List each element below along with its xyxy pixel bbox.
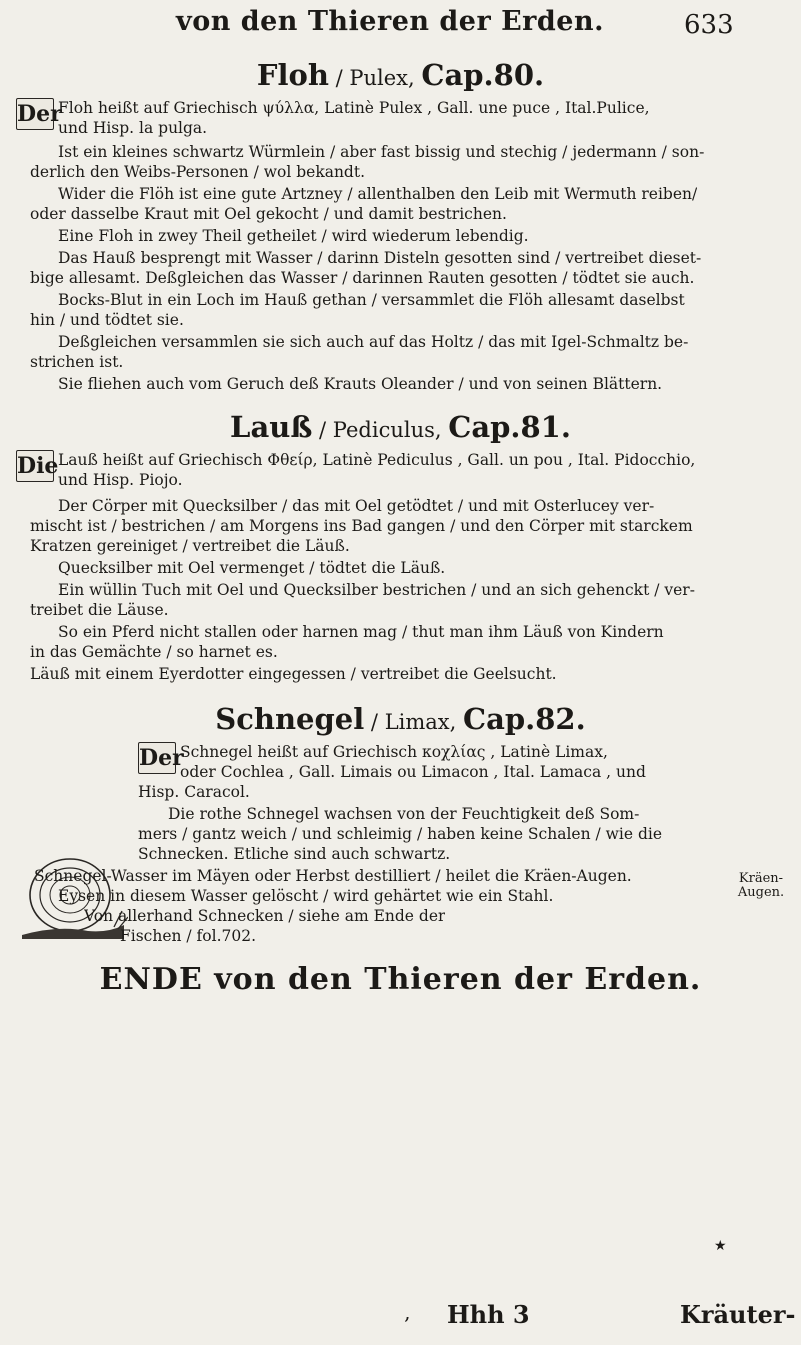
- text-line: mischt ist / bestrichen / am Morgens ins Bad gangen / und den Cörper mit starckem: [30, 517, 693, 535]
- text-line: Lauß heißt auf Griechisch Φθείρ, Latinè Pediculus , Gall. un pou , Ital. Pidocchio,: [58, 451, 696, 469]
- asterisk-mark: ★: [714, 1238, 727, 1254]
- dropcap: Der: [16, 98, 54, 130]
- text-line: Schnegel heißt auf Griechisch κοχλίας , Latinè Limax,: [180, 743, 608, 761]
- text-line: hin / und tödtet sie.: [30, 311, 184, 329]
- text-line: mers / gantz weich / und schleimig / haben keine Schalen / wie die: [138, 825, 663, 843]
- text-line: oder Cochlea , Gall. Limais ou Limacon , Ital. Lamaca , und: [180, 763, 646, 781]
- text-line: Ein wüllin Tuch mit Oel und Quecksilber bestrichen / und an sich gehenckt / ver-: [58, 581, 695, 599]
- text-line: Fischen / fol.702.: [120, 927, 257, 945]
- text-line: derlich den Weibs-Personen / wol bekandt.: [30, 163, 366, 181]
- text-line: Eysen in diesem Wasser gelöscht / wird gehärtet wie ein Stahl.: [58, 887, 554, 905]
- chapter-title-floh: Floh / Pulex, Cap.80.: [256, 58, 545, 92]
- text-line: Quecksilber mit Oel vermenget / tödtet die Läuß.: [58, 559, 446, 577]
- dropcap: Die: [16, 450, 54, 482]
- text-line: Sie fliehen auch vom Geruch deß Krauts Oleander / und von seinen Blättern.: [58, 375, 663, 393]
- text-line: Wider die Flöh ist eine gute Artzney / allenthalben den Leib mit Wermuth reiben/: [58, 185, 698, 203]
- text-line: Der Cörper mit Quecksilber / das mit Oel getödtet / und mit Osterlucey ver-: [58, 497, 655, 515]
- text-line: Läuß mit einem Eyerdotter eingegessen / vertreibet die Geelsucht.: [30, 665, 557, 683]
- end-heading: ENDE von den Thieren der Erden.: [99, 962, 702, 997]
- signature-mark: Hhh 3: [447, 1300, 530, 1329]
- text-line: und Hisp. Piojo.: [58, 471, 183, 489]
- text-line: Schnegel-Wasser im Mäyen oder Herbst destilliert / heilet die Kräen-Augen.: [34, 867, 632, 885]
- text-line: Schnecken. Etliche sind auch schwartz.: [138, 845, 451, 863]
- page-header: [0, 4, 801, 44]
- text-line: Eine Floh in zwey Theil getheilet / wird wiederum lebendig.: [58, 227, 529, 245]
- text-line: Das Hauß besprengt mit Wasser / darinn Disteln gesotten sind / vertreibet dieset-: [58, 249, 702, 267]
- text-line: Deßgleichen versammlen sie sich auch auf das Holtz / das mit Igel-Schmaltz be-: [58, 333, 689, 351]
- chapter-title-lauss: Lauß / Pediculus, Cap.81.: [230, 410, 571, 444]
- footer-mark: ‚: [404, 1300, 411, 1324]
- text-line: Hisp. Caracol.: [138, 783, 250, 801]
- page-number: 633: [684, 10, 734, 40]
- text-line: Die rothe Schnegel wachsen von der Feuchtigkeit deß Som-: [168, 805, 640, 823]
- text-line: in das Gemächte / so harnet es.: [30, 643, 278, 661]
- text-line: Bocks-Blut in ein Loch im Hauß gethan / versammlet die Flöh allesamt daselbst: [58, 291, 685, 309]
- text-line: und Hisp. la pulga.: [58, 119, 208, 137]
- text-line: oder dasselbe Kraut mit Oel gekocht / und damit bestrichen.: [30, 205, 507, 223]
- running-title: von den Thieren der Erden.: [176, 6, 604, 37]
- text-line: treibet die Läuse.: [30, 601, 169, 619]
- chapter-title-schnegel: Schnegel / Limax, Cap.82.: [215, 702, 586, 736]
- text-line: Kratzen gereiniget / vertreibet die Läuß.: [30, 537, 350, 555]
- text-line: Floh heißt auf Griechisch ψύλλα, Latinè Pulex , Gall. une puce , Ital.Pulice,: [58, 99, 650, 117]
- text-line: bige allesamt. Deßgleichen das Wasser / darinnen Rauten gesotten / tödtet sie auch.: [30, 269, 695, 287]
- text-line: strichen ist.: [30, 353, 124, 371]
- text-line: So ein Pferd nicht stallen oder harnen mag / thut man ihm Läuß von Kindern: [58, 623, 664, 641]
- dropcap: Der: [138, 742, 176, 774]
- text-line: Von allerhand Schnecken / siehe am Ende der: [84, 907, 446, 925]
- text-line: Ist ein kleines schwartz Würmlein / aber fast bissig und stechig / jedermann / son-: [58, 143, 705, 161]
- catchword: Kräuter-: [680, 1300, 796, 1329]
- margin-note: Kräen- Augen.: [737, 871, 785, 900]
